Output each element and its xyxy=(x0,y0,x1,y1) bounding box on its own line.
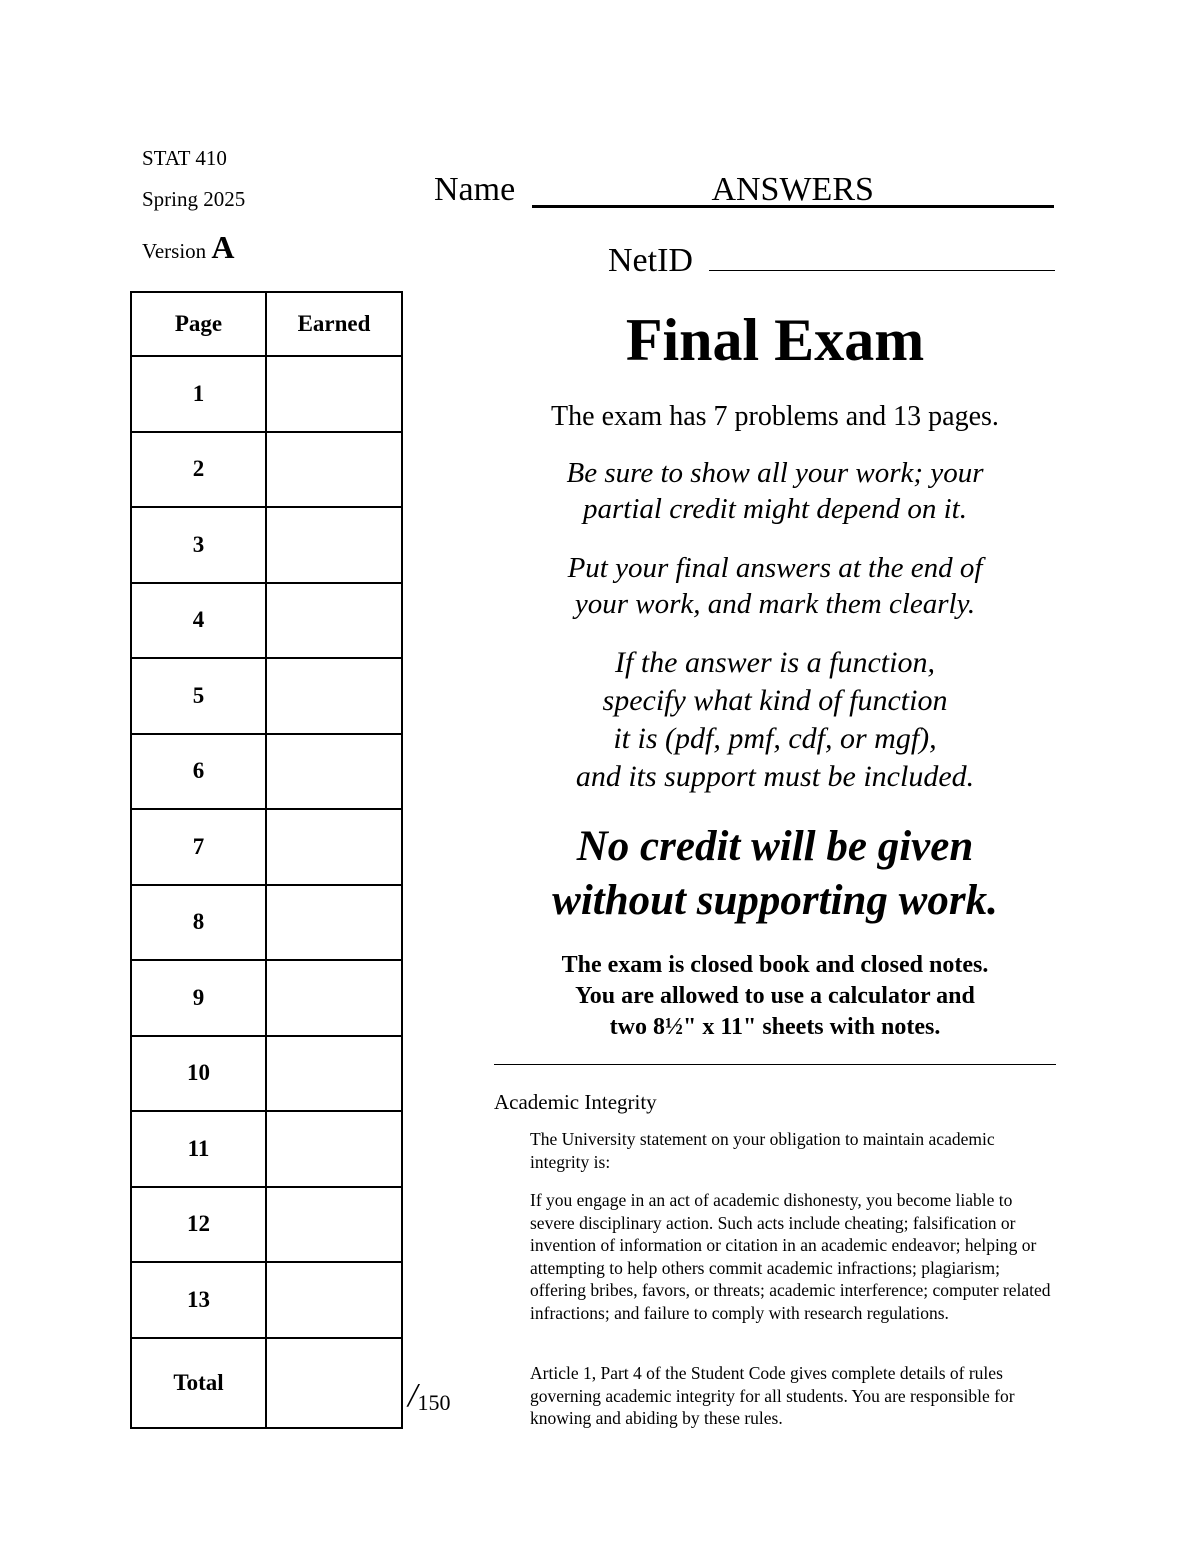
page-number: 11 xyxy=(131,1111,266,1187)
total-points: 150 xyxy=(417,1390,451,1415)
function-instruction xyxy=(480,644,1070,796)
table-row xyxy=(131,1187,402,1263)
table-row xyxy=(131,734,402,810)
page-number: 7 xyxy=(131,809,266,885)
name-field[interactable]: ANSWERS xyxy=(532,171,1054,208)
table-row xyxy=(131,356,402,432)
warning-line: No credit will be given xyxy=(576,823,974,870)
earned-cell[interactable] xyxy=(266,1262,402,1338)
table-row xyxy=(131,809,402,885)
total-out-of xyxy=(408,1377,451,1423)
total-label: Total xyxy=(131,1338,266,1428)
page-number: 13 xyxy=(131,1262,266,1338)
page-number: 9 xyxy=(131,960,266,1036)
page-number: 10 xyxy=(131,1036,266,1112)
table-row xyxy=(131,1036,402,1112)
closed-book-rules xyxy=(480,950,1070,1043)
table-row xyxy=(131,658,402,734)
instruction-line: If the answer is a function, xyxy=(615,646,935,679)
page-number: 3 xyxy=(131,507,266,583)
earned-cell[interactable] xyxy=(266,658,402,734)
page-number: 2 xyxy=(131,432,266,508)
earned-cell[interactable] xyxy=(266,1187,402,1263)
table-row xyxy=(131,432,402,508)
earned-cell[interactable] xyxy=(266,734,402,810)
integrity-article: Article 1, Part 4 of the Student Code gives complete details of rules governing academic integrity for all students. You are responsible for knowing and abiding by these rules. xyxy=(530,1363,1015,1428)
final-answers-instruction xyxy=(480,550,1070,622)
version-text: Version xyxy=(142,239,207,263)
divider xyxy=(494,1064,1056,1065)
integrity-statement: If you engage in an act of academic dishonesty, you become liable to severe disciplinary action. Such acts include cheating; falsification or invention of information or citation in an academic endeavor; helping or attempting to help others commit academic infractions; plagiarism; offering bribes, favors, or threats; academic interference; computer related infractions; and failure to comply with research regulations. xyxy=(530,1190,1051,1323)
earned-cell[interactable] xyxy=(266,432,402,508)
netid-field[interactable] xyxy=(709,240,1055,271)
name-label: Name xyxy=(434,171,516,208)
credit-warning xyxy=(480,820,1070,928)
version-label xyxy=(142,230,235,268)
instruction-line: Put your final answers at the end of xyxy=(567,552,983,584)
page-number: 4 xyxy=(131,583,266,659)
page-number: 8 xyxy=(131,885,266,961)
earned-cell[interactable] xyxy=(266,1111,402,1187)
integrity-intro: The University statement on your obligation to maintain academic integrity is: xyxy=(530,1129,995,1172)
table-row xyxy=(131,885,402,961)
integrity-heading: Academic Integrity xyxy=(494,1090,657,1114)
total-earned-cell[interactable] xyxy=(266,1338,402,1428)
score-table xyxy=(130,291,403,1429)
course-code: STAT 410 xyxy=(142,146,227,170)
version-letter: A xyxy=(211,229,235,265)
rules-emphasis: two xyxy=(609,1014,647,1040)
warning-line: without supporting work. xyxy=(552,877,998,924)
instruction-line: your work, and mark them clearly. xyxy=(574,588,976,620)
instruction-line: partial credit might depend on it. xyxy=(583,493,967,525)
exam-title: Final Exam xyxy=(625,307,925,373)
rules-line-rest: 8½" x 11" sheets with notes. xyxy=(647,1014,941,1040)
page-number: 5 xyxy=(131,658,266,734)
instruction-line: specify what kind of function xyxy=(602,684,948,717)
rules-line: The exam is closed book and closed notes. xyxy=(561,952,989,978)
instruction-line: and its support must be included. xyxy=(575,760,975,793)
rules-line: You are allowed to use a calculator and xyxy=(575,983,975,1009)
netid-row xyxy=(608,240,1055,281)
earned-cell[interactable] xyxy=(266,960,402,1036)
slash-mark: / xyxy=(408,1377,418,1414)
earned-cell[interactable] xyxy=(266,885,402,961)
exam-info: The exam has 7 problems and 13 pages. xyxy=(551,401,999,432)
term: Spring 2025 xyxy=(142,187,246,211)
show-work-instruction xyxy=(480,455,1070,527)
total-row xyxy=(131,1338,402,1428)
table-row xyxy=(131,583,402,659)
earned-cell[interactable] xyxy=(266,809,402,885)
instruction-line: it is (pdf, pmf, cdf, or mgf), xyxy=(613,722,937,755)
earned-cell[interactable] xyxy=(266,1036,402,1112)
page-number: 1 xyxy=(131,356,266,432)
name-row xyxy=(434,170,1054,210)
page-number: 6 xyxy=(131,734,266,810)
page-number: 12 xyxy=(131,1187,266,1263)
earned-cell[interactable] xyxy=(266,583,402,659)
rules-line xyxy=(480,1012,1070,1043)
column-header-earned: Earned xyxy=(266,292,402,356)
table-row xyxy=(131,960,402,1036)
column-header-page: Page xyxy=(131,292,266,356)
earned-cell[interactable] xyxy=(266,356,402,432)
table-row xyxy=(131,1262,402,1338)
instruction-line: Be sure to show all your work; your xyxy=(566,457,984,489)
table-row xyxy=(131,1111,402,1187)
table-row xyxy=(131,507,402,583)
earned-cell[interactable] xyxy=(266,507,402,583)
netid-label: NetID xyxy=(608,242,693,279)
